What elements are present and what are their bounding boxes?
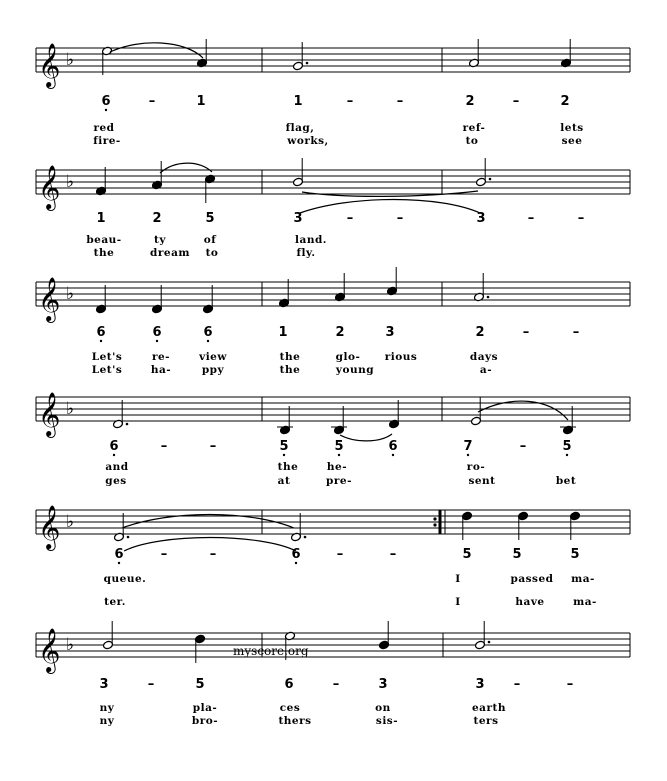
lyric-verse-1: ma-	[571, 573, 595, 585]
jianpu-number: 6	[284, 677, 294, 692]
jianpu-number: 5	[462, 547, 472, 562]
jianpu-number: 2	[560, 94, 570, 109]
jianpu-number: 5	[205, 211, 215, 226]
jianpu-number: 6	[109, 439, 119, 454]
augmentation-dot	[489, 178, 492, 181]
octave-dot	[100, 340, 102, 342]
jianpu-number: 1	[96, 211, 106, 226]
jianpu-number: –	[522, 325, 530, 340]
jianpu-slur	[300, 200, 480, 214]
jianpu-number: 6	[96, 325, 106, 340]
slur	[478, 401, 568, 420]
jianpu-number: 5	[334, 439, 344, 454]
jianpu-number: 6	[152, 325, 162, 340]
lyric-verse-1: land.	[295, 234, 327, 246]
lyric-verse-2: fly.	[296, 247, 316, 259]
lyric-verse-2: I	[455, 596, 461, 608]
lyric-verse-2: young	[335, 364, 375, 376]
lyric-verse-1: re-	[151, 351, 171, 363]
lyric-verse-2: pre-	[326, 475, 352, 487]
augmentation-dot	[488, 641, 491, 644]
jianpu-number: –	[209, 547, 217, 562]
octave-dot	[118, 562, 120, 564]
jianpu-number: 5	[279, 439, 289, 454]
lyric-verse-2: ters	[473, 715, 499, 727]
lyric-verse-1: and	[105, 461, 129, 473]
jianpu-number: –	[346, 211, 354, 226]
treble-clef-icon: 𝄞	[38, 277, 61, 321]
lyric-verse-1: on	[375, 702, 391, 714]
jianpu-number: –	[512, 94, 520, 109]
lyric-verse-1: queue.	[103, 573, 147, 585]
jianpu-number: –	[396, 94, 404, 109]
jianpu-number: –	[519, 439, 527, 454]
lyric-verse-2: ny	[99, 715, 115, 727]
jianpu-number: 3	[293, 211, 303, 226]
jianpu-number: 5	[562, 439, 572, 454]
jianpu-number: 2	[475, 325, 485, 340]
slur	[160, 163, 212, 173]
lyric-verse-2: sent	[468, 475, 496, 487]
jianpu-number: 3	[476, 211, 486, 226]
octave-dot	[295, 562, 297, 564]
lyric-verse-2: ppy	[201, 364, 225, 376]
jianpu-number: 6	[101, 94, 111, 109]
lyric-verse-2: thers	[278, 715, 312, 727]
jianpu-number: –	[527, 211, 535, 226]
flat-icon: ♭	[66, 512, 75, 532]
octave-dot	[105, 109, 107, 111]
flat-icon: ♭	[66, 50, 75, 70]
jianpu-number: 3	[475, 677, 485, 692]
augmentation-dot	[127, 536, 130, 539]
octave-dot	[207, 340, 209, 342]
staff-system	[36, 621, 630, 727]
lyric-verse-2: to	[205, 247, 219, 259]
octave-dot	[566, 454, 568, 456]
lyric-verse-2: the	[279, 364, 301, 376]
lyric-verse-2: bro-	[191, 715, 219, 727]
lyric-verse-1: passed	[510, 573, 554, 585]
treble-clef-icon: 𝄞	[38, 392, 61, 436]
jianpu-number: 5	[512, 547, 522, 562]
lyric-verse-1: red	[93, 122, 115, 134]
lyric-verse-1: flag,	[285, 122, 315, 134]
lyric-verse-2: ter.	[104, 596, 126, 608]
jianpu-number: –	[209, 439, 217, 454]
jianpu-number: 6	[388, 439, 398, 454]
lyric-verse-1: of	[203, 234, 217, 246]
lyric-verse-2: the	[93, 247, 115, 259]
jianpu-number: 1	[196, 94, 206, 109]
jianpu-number: 2	[152, 211, 162, 226]
lyric-verse-2: have	[515, 596, 545, 608]
lyric-verse-1: Let's	[91, 351, 123, 363]
lyric-verse-2: dream	[150, 247, 190, 259]
lyric-verse-2: see	[561, 135, 583, 147]
lyric-verse-1: ces	[279, 702, 301, 714]
lyric-verse-1: pla-	[192, 702, 218, 714]
jianpu-number: 2	[335, 325, 345, 340]
lyric-verse-1: he-	[326, 461, 348, 473]
lyric-verse-2: a-	[479, 364, 493, 376]
jianpu-number: 7	[463, 439, 473, 454]
jianpu-number: –	[336, 547, 344, 562]
jianpu-number: 2	[465, 94, 475, 109]
jianpu-number: –	[396, 211, 404, 226]
jianpu-number: 3	[378, 677, 388, 692]
lyric-verse-2: fire-	[93, 135, 121, 147]
staff-system	[36, 392, 630, 487]
augmentation-dot	[306, 62, 309, 65]
augmentation-dot	[126, 423, 129, 426]
repeat-dot	[433, 517, 436, 520]
lyric-verse-1: glo-	[335, 351, 361, 363]
octave-dot	[113, 454, 115, 456]
jianpu-number: 5	[195, 677, 205, 692]
jianpu-number: 6	[114, 547, 124, 562]
jianpu-number: –	[389, 547, 397, 562]
lyric-verse-2: at	[277, 475, 291, 487]
treble-clef-icon: 𝄞	[38, 165, 61, 209]
jianpu-number: –	[160, 439, 168, 454]
tie	[122, 515, 294, 529]
flat-icon: ♭	[66, 172, 75, 192]
lyric-verse-1: the	[279, 351, 301, 363]
staff-system	[36, 267, 630, 376]
jianpu-number: 1	[278, 325, 288, 340]
lyric-verse-1: rious	[384, 351, 418, 363]
jianpu-number: –	[160, 547, 168, 562]
jianpu-number: –	[566, 677, 574, 692]
jianpu-number: –	[577, 211, 585, 226]
flat-icon: ♭	[66, 399, 75, 419]
augmentation-dot	[304, 536, 307, 539]
repeat-dot	[433, 523, 436, 526]
lyric-verse-1: ro-	[466, 461, 486, 473]
octave-dot	[467, 454, 469, 456]
staff-system	[36, 39, 630, 147]
treble-clef-icon: 𝄞	[38, 628, 61, 672]
jianpu-number: –	[513, 677, 521, 692]
octave-dot	[392, 454, 394, 456]
lyric-verse-1: days	[469, 351, 499, 363]
flat-icon: ♭	[66, 284, 75, 304]
jianpu-number: 3	[385, 325, 395, 340]
lyric-verse-2: ma-	[573, 596, 597, 608]
watermark: myscore.org	[233, 644, 309, 658]
tie	[340, 434, 392, 441]
lyric-verse-2: works,	[287, 135, 329, 147]
flat-icon: ♭	[66, 635, 75, 655]
jianpu-number: 5	[570, 547, 580, 562]
staff-system	[36, 505, 630, 608]
jianpu-number: –	[572, 325, 580, 340]
jianpu-number: –	[346, 94, 354, 109]
jianpu-number: –	[147, 677, 155, 692]
lyric-verse-1: beau-	[86, 234, 122, 246]
jianpu-number: –	[332, 677, 340, 692]
augmentation-dot	[487, 296, 490, 299]
jianpu-number: 3	[99, 677, 109, 692]
lyric-verse-1: ref-	[462, 122, 486, 134]
lyric-verse-2: to	[465, 135, 479, 147]
jianpu-number: 1	[293, 94, 303, 109]
lyric-verse-2: bet	[555, 475, 577, 487]
lyric-verse-2: ges	[105, 475, 127, 487]
lyric-verse-1: the	[277, 461, 299, 473]
lyric-verse-1: earth	[472, 702, 506, 714]
slur	[110, 43, 203, 58]
jianpu-number: –	[148, 94, 156, 109]
lyric-verse-1: I	[455, 573, 461, 585]
treble-clef-icon: 𝄞	[38, 43, 61, 87]
jianpu-number: 6	[203, 325, 213, 340]
octave-dot	[338, 454, 340, 456]
treble-clef-icon: 𝄞	[38, 505, 61, 549]
lyric-verse-1: view	[199, 351, 227, 363]
lyric-verse-1: lets	[560, 122, 584, 134]
lyric-verse-1: ty	[154, 234, 166, 246]
jianpu-number: 6	[291, 547, 301, 562]
lyric-verse-2: ha-	[150, 364, 172, 376]
lyric-verse-2: sis-	[375, 715, 399, 727]
octave-dot	[156, 340, 158, 342]
lyric-verse-1: ny	[99, 702, 115, 714]
octave-dot	[283, 454, 285, 456]
lyric-verse-2: Let's	[91, 364, 123, 376]
staff-system	[36, 158, 630, 259]
